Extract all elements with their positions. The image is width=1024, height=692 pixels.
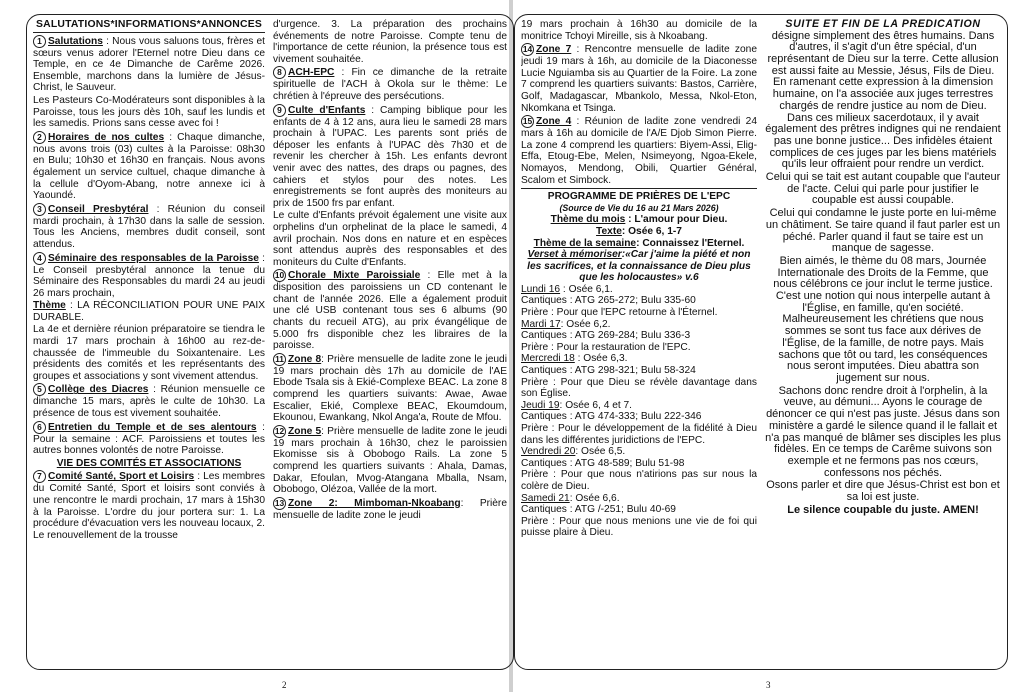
prayer-day-intention: Prière : Pour la restauration de l'EPC. [521, 341, 691, 353]
announcement-item [273, 425, 507, 496]
announcement-item [273, 497, 507, 522]
item-number-badge: 1 [33, 35, 46, 48]
item-text: : Prière mensuelle de ladite zone le jeudi 19 mars prochain dès 17h au domicile de l'AE Ebode Tsala sis à Ekié-Complexe BEAC. La zone 8 comprend les quartiers suivants: Awae, Awae Escalier, Ekié, Complexe BEAC, Ekoumdoum, Ekounou, Ewankang, Nkol Anga'a, Route de Mfou. [273, 353, 507, 424]
announcements-column-1 [33, 19, 265, 665]
item-title: Comité Santé, Sport et Loisirs [48, 471, 195, 483]
item-title: Salutations [48, 35, 103, 47]
zones-list [521, 19, 757, 186]
announcement-item [33, 252, 265, 300]
sermon-paragraph: Celui qui condamne le juste porte en lui-même un châtiment. Se taire quand il faut parler est un péché. Parler quand il faut se taire est un manque de sagesse. [765, 207, 1001, 255]
section-divider [521, 188, 757, 189]
item-text: : Nous vous saluons tous, frères et sœurs venus adorer l'Eternel notre Dieu dans ce Temple, en ce 4e Dimanche de Carême 2026. Ensemble, marchons dans la lumière de Jésus-Christ, le Sauveur. [33, 35, 265, 94]
prayer-day-intention: Prière : Pour le développement de la fidélité à Dieu dans les différentes juridictions de l'EPC. [521, 423, 757, 446]
announcement-item [273, 210, 507, 268]
prayer-day-ref [521, 353, 757, 365]
prayer-day-verse: : Osée 6,1. [560, 283, 613, 295]
announcement-item [273, 19, 507, 65]
prayer-day-label: Vendredi 20 [521, 446, 576, 458]
announcement-item [33, 131, 265, 202]
prayer-day-label: Lundi 16 [521, 283, 561, 295]
prayer-day-verse: : Osée 6,5. [575, 446, 626, 458]
item-number-badge: 4 [33, 252, 46, 265]
prayer-text-ref: Texte: Osée 6, 1-7 [596, 225, 682, 237]
item-title: Conseil Presbytéral [48, 203, 149, 215]
item-number-badge: 6 [33, 421, 46, 434]
prayer-day-hymns: Cantiques : ATG 48-589; Bulu 51-98 [521, 457, 685, 469]
sermon-column [765, 19, 1001, 665]
announcement-item [521, 115, 757, 186]
prayer-day-label: Mercredi 18 [521, 353, 575, 365]
item-number-badge: 7 [33, 470, 46, 483]
item-text: : Réunion de ladite zone vendredi 24 mars à 16h au domicile de l'A/E Djob Simon Pierre. La zone 4 comprend les quartiers: Biyem-Assi, Elig-Effa, Etoug-Ebe, Melen, Nsimeyong, Ngoa-Ekele, Nomayos, Mendong, Obili, Quartier Général, Scalom et Simbock. [521, 116, 757, 186]
item-text: 19 mars prochain à 16h30 au domicile de la monitrice Tchoyi Mireille, sis à Nkoabang. [521, 19, 757, 42]
announcement-item [273, 66, 507, 102]
prayer-day-intention: Prière : Pour que nous menions une vie de foi qui puisse plaire à Dieu. [521, 515, 757, 539]
prayer-day [521, 400, 757, 446]
prayer-day-ref [521, 400, 757, 412]
item-number-badge: 2 [33, 131, 46, 144]
item-number-badge: 15 [522, 116, 533, 127]
prayer-day-intention: Prière : Pour que nous n'atirions pas sur nous la colère de Dieu. [521, 469, 757, 492]
item-text: d'urgence. 3. La préparation des prochains événements de notre Paroisse. Compte tenu de l'importance de cette réunion, la présence tous est vivement souhaitée. [273, 19, 507, 65]
prayer-day-hymns: Cantiques : ATG 265-272; Bulu 335-60 [521, 295, 696, 307]
prayer-day-hymns: Cantiques : ATG 269-284; Bulu 336-3 [521, 330, 691, 342]
prayer-day-hymns: Cantiques : ATG /-251; Bulu 40-69 [521, 504, 676, 516]
announcement-item [273, 269, 507, 352]
item-title: Entretien du Temple et de ses alentours [48, 421, 257, 433]
announcements-list-1 [33, 35, 265, 542]
announcement-item [33, 300, 265, 323]
item-number-badge: 8 [273, 66, 286, 79]
item-text: : Rencontre mensuelle de ladite zone jeudi 19 mars à 16h, au domicile de la Diaconesse Lucie Nguiamba sis au Quartier de la Foire. La zone 7 comprend les quartiers suivants: Bastos, Carrière, Golf, Madagascar, Mbankolo, Messa, Nkol-Eton, Nkomkana et Tsinga. [521, 44, 757, 114]
prayer-day-label: Mardi 17 [521, 318, 561, 330]
page-number-right: 3 [766, 680, 771, 690]
prayer-day [521, 493, 757, 539]
prayer-day [521, 353, 757, 399]
zones-and-prayer-column [521, 19, 757, 665]
announcement-item [273, 353, 507, 424]
item-number-badge: 11 [273, 353, 286, 366]
item-text: : Prière mensuelle de ladite zone le jeudi [273, 497, 507, 521]
item-title: Zone 5 [288, 425, 322, 437]
announcements-frame [26, 14, 514, 670]
sermon-paragraph: Bien aimés, le thème du 08 mars, Journée Internationale des Droits de la Femme, que nous célébrons ce jour inclut le terme justice. C'est une notion qui nous interpelle autant à l'Église, en famille, qu'en société. Malheureusement les chrétiens que nous sommes se sont tus face aux dérives de l'Église, de la famille, de notre pays. Mais sachons que tôt ou tard, les conséquences nous seront imputées. Dieu abattra son jugement sur nous. [773, 254, 993, 384]
prayer-days-list [521, 284, 757, 539]
item-title: Horaires de nos cultes [48, 131, 165, 143]
sermon-closing: Le silence coupable du juste. AMEN! [787, 503, 979, 516]
prayer-program-source: (Source de Vie du 16 au 21 Mars 2026) [559, 202, 719, 213]
sermon-paragraph: désigne simplement des êtres humains. Dans d'autres, il s'agit d'un être spécial, d'un représentant de Dieu sur la terre. Cette allusion est aussi faite au Messie, Jésus, Fils de Dieu. En ramenant cette expression à la dimension humaine, on l'a associée aux juges terrestres chargés de rendre justice au nom de Dieu. Dans ces milieux sacerdotaux, il y avait également des prêtres indignes qui ne rendaient pas une bonne justice... Des infidèles étaient complices de ces juges par les biens matériels qu'ils leur offraient pour rendre un verdict. [765, 29, 1001, 171]
item-text: Les Pasteurs Co-Modérateurs sont disponibles à la Paroisse, tous les jours dès 10h, sauf les lundis et les samedis. Prions sans cesse avec foi ! [33, 94, 265, 130]
announcement-item [33, 383, 265, 419]
announcement-item [33, 458, 265, 470]
item-title: ACH-EPC [288, 67, 335, 79]
sermon-paragraph: Celui qui se tait est autant coupable que l'auteur de l'acte. Celui qui parle pour justifier le coupable est aussi coupable. [765, 171, 1001, 207]
item-text: : Pour la semaine : ACF. Paroissiens et toutes les autres bonnes volontés de notre Paroisse. [33, 421, 265, 457]
announcements-list-2 [273, 19, 507, 521]
prayer-day-verse: : Osée 6,6. [569, 492, 620, 504]
prayer-day-hymns: Cantiques : ATG 474-333; Bulu 222-346 [521, 411, 702, 423]
item-title: VIE DES COMITÉS ET ASSOCIATIONS [56, 457, 242, 469]
item-text: : Réunion mensuelle ce dimanche 15 mars, après le culte de 10h30. La présence de tous est vivement souhaitée. [33, 384, 265, 420]
prayer-day-label: Jeudi 19 [521, 399, 560, 411]
prayer-day-verse: : Osée 6,3. [574, 353, 628, 365]
item-text: : Chaque dimanche, nous avons trois (03) cultes à la Paroisse: 08h30 en Bulu; 10h30 et 16h30 en français. Nous avons également un service cultuel, chaque dimanche à la cellule d'Oyom-Abang, notre annexe ici à Yaoundé. [33, 131, 265, 202]
prayer-day-ref [521, 446, 757, 458]
item-title: Zone 4 [536, 116, 572, 128]
item-text: : Les membres du Comité Santé, Sport et loisirs sont conviés à une rencontre le mardi prochain, 17 mars à 15h30 à la Paroisse. L'ordre du jour portera sur: 1. La procédure d'évacuation vers les nouveau locaux, 2. Le renouvellement de la trousse [33, 471, 265, 541]
announcement-item [33, 470, 265, 541]
item-title: Zone 2: Mimboman-Nkoabang [288, 497, 461, 509]
sermon-paragraph: Osons parler et dire que Jésus-Christ est bon et sa loi est juste. [766, 479, 1000, 504]
announcement-item [273, 104, 507, 210]
announcements-header: SALUTATIONS*INFORMATIONS*ANNONCES [33, 19, 265, 33]
item-title: Zone 7 [536, 44, 572, 56]
sermon-header: SUITE ET FIN DE LA PRÉDICATION [785, 19, 981, 30]
prayer-day-ref [521, 493, 757, 505]
sermon-paragraph: Sachons donc rendre droit à l'orphelin, à la veuve, au démuni... Ayons le courage de dénoncer ce qui n'est pas juste. Jésus dans son ministère a gardé le silence quand il le fallait et n'a pas manqué de blâmer ses disciples les plus fidèles. En ce temps de Carême suivons son exemple et ne fermons pas nos cœurs, confessons nos péchés. [765, 384, 1001, 479]
item-title: Culte d'Enfants [288, 104, 366, 116]
item-text: : Réunion du conseil mardi prochain, à 17h30 dans la salle de session. Tous les Anciens, membres dudit conseil, sont attendus. [33, 203, 265, 250]
item-title: Zone 8 [288, 353, 322, 365]
announcement-item [33, 421, 265, 457]
right-frame [514, 14, 1008, 670]
item-title: Thème [33, 300, 66, 312]
prayer-day-intention: Prière : Pour que Dieu se révèle davantage dans son Église. [521, 376, 757, 400]
announcement-item [521, 19, 757, 42]
prayer-day [521, 284, 757, 319]
item-number-badge: 13 [274, 497, 285, 508]
item-number-badge: 5 [33, 383, 46, 396]
item-text: : LA RÉCONCILIATION POUR UNE PAIX DURABLE. [33, 300, 265, 323]
page-number-left: 2 [282, 680, 287, 690]
prayer-day-verse: : Osée 6,2. [560, 318, 611, 330]
prayer-day-ref [521, 319, 757, 331]
prayer-day-hymns: Cantiques : ATG 298-321; Bulu 58-324 [521, 365, 696, 377]
item-text: : Fin ce dimanche de la retraite spirituelle de l'ACH à Okola sur le thème: Le chrétien à l'épreuve des persécutions. [273, 67, 507, 102]
item-number-badge: 14 [522, 44, 533, 55]
announcements-column-2 [273, 19, 507, 665]
announcement-item [33, 95, 265, 130]
item-title: Collège des Diacres [48, 384, 149, 396]
item-title: Séminaire des responsables de la Paroisse [48, 252, 259, 264]
item-title: Chorale Mixte Paroissiale [288, 270, 421, 282]
theme-of-month: Thème du mois : L'amour pour Dieu. [550, 214, 728, 226]
sermon-text [765, 31, 1001, 504]
prayer-day-intention: Prière : Pour que l'EPC retourne à l'Éternel. [521, 307, 718, 319]
prayer-day [521, 319, 757, 354]
item-text: Le culte d'Enfants prévoit également une visite aux orphelins d'un orphelinat de la place le samedi, 4 avril prochain. Nos dons en nature et en espèces sont attendus auprès des responsables et des moniteurs du Culte d'Enfants. [273, 210, 507, 268]
prayer-day-ref [521, 284, 757, 296]
announcement-item [33, 324, 265, 382]
memory-verse: Verset à mémoriser:«Car j'aime la piété et non les sacrifices, et la connaissance de Dieu plus que les holocaustes» v.6 [527, 249, 751, 284]
theme-of-week: Thème de la semaine: Connaissez l'Eternel. [533, 237, 745, 249]
announcement-item [33, 203, 265, 251]
item-number-badge: 9 [273, 104, 286, 117]
item-text: : Camping biblique pour les enfants de 4 à 12 ans, aura lieu le samedi 28 mars prochain à l'UPAC. Les parents sont priés de déposer les enfants à l'UPAC dès 7h30 et de revenir les chercher à 15h. Les enfants devront venir avec des nattes, des draps ou pagnes, des cahiers et stylos pour des notes. Les enregistrements se font auprès des moniteurs au prix de 1500 frs par enfant. [273, 104, 507, 209]
prayer-day [521, 446, 757, 492]
item-text: : Prière mensuelle de ladite zone le jeudi 19 mars prochain à 16h30, chez le paroissien Ekomisse sis à Obobogo Rails. La zone 5 comprend les quartiers suivants : Ahala, Damas, Dakar, Efoulan, Mvog-Atangana Mballa, Nsam, Obobogo, Olézoa, Vallée de la mort. [273, 425, 507, 496]
item-text: La 4e et dernière réunion préparatoire se tiendra le mardi 17 mars prochain à 16h00 au rez-de-chaussée de l'immeuble du Soixantenaire. Les présidents des comités et les représentants des groupes et associations y sont vivement attendus. [33, 324, 265, 382]
item-number-badge: 10 [274, 270, 285, 281]
prayer-day-label: Samedi 21 [521, 492, 570, 504]
announcement-item [521, 43, 757, 114]
item-text: : Elle met à la disposition des paroissiens un CD contenant le chant de l'année 2026. Elle a également produit une clé USB contenant tous ses 6 albums (90 chants du recueil ATG), au prix évangélique de 5.000 frs disponible chez les libraires de la paroisse. [273, 270, 507, 352]
item-number-badge: 12 [274, 425, 285, 436]
item-text: : Le Conseil presbytéral annonce la tenue du Séminaire des Responsables du mardi 24 au jeudi 26 mars prochain, [33, 252, 265, 299]
prayer-day-verse: : Osée 6, 4 et 7. [559, 399, 633, 411]
prayer-program-title: PROGRAMME DE PRIÈRES DE L'EPC [547, 191, 731, 203]
announcement-item [33, 35, 265, 94]
item-number-badge: 3 [33, 203, 46, 216]
